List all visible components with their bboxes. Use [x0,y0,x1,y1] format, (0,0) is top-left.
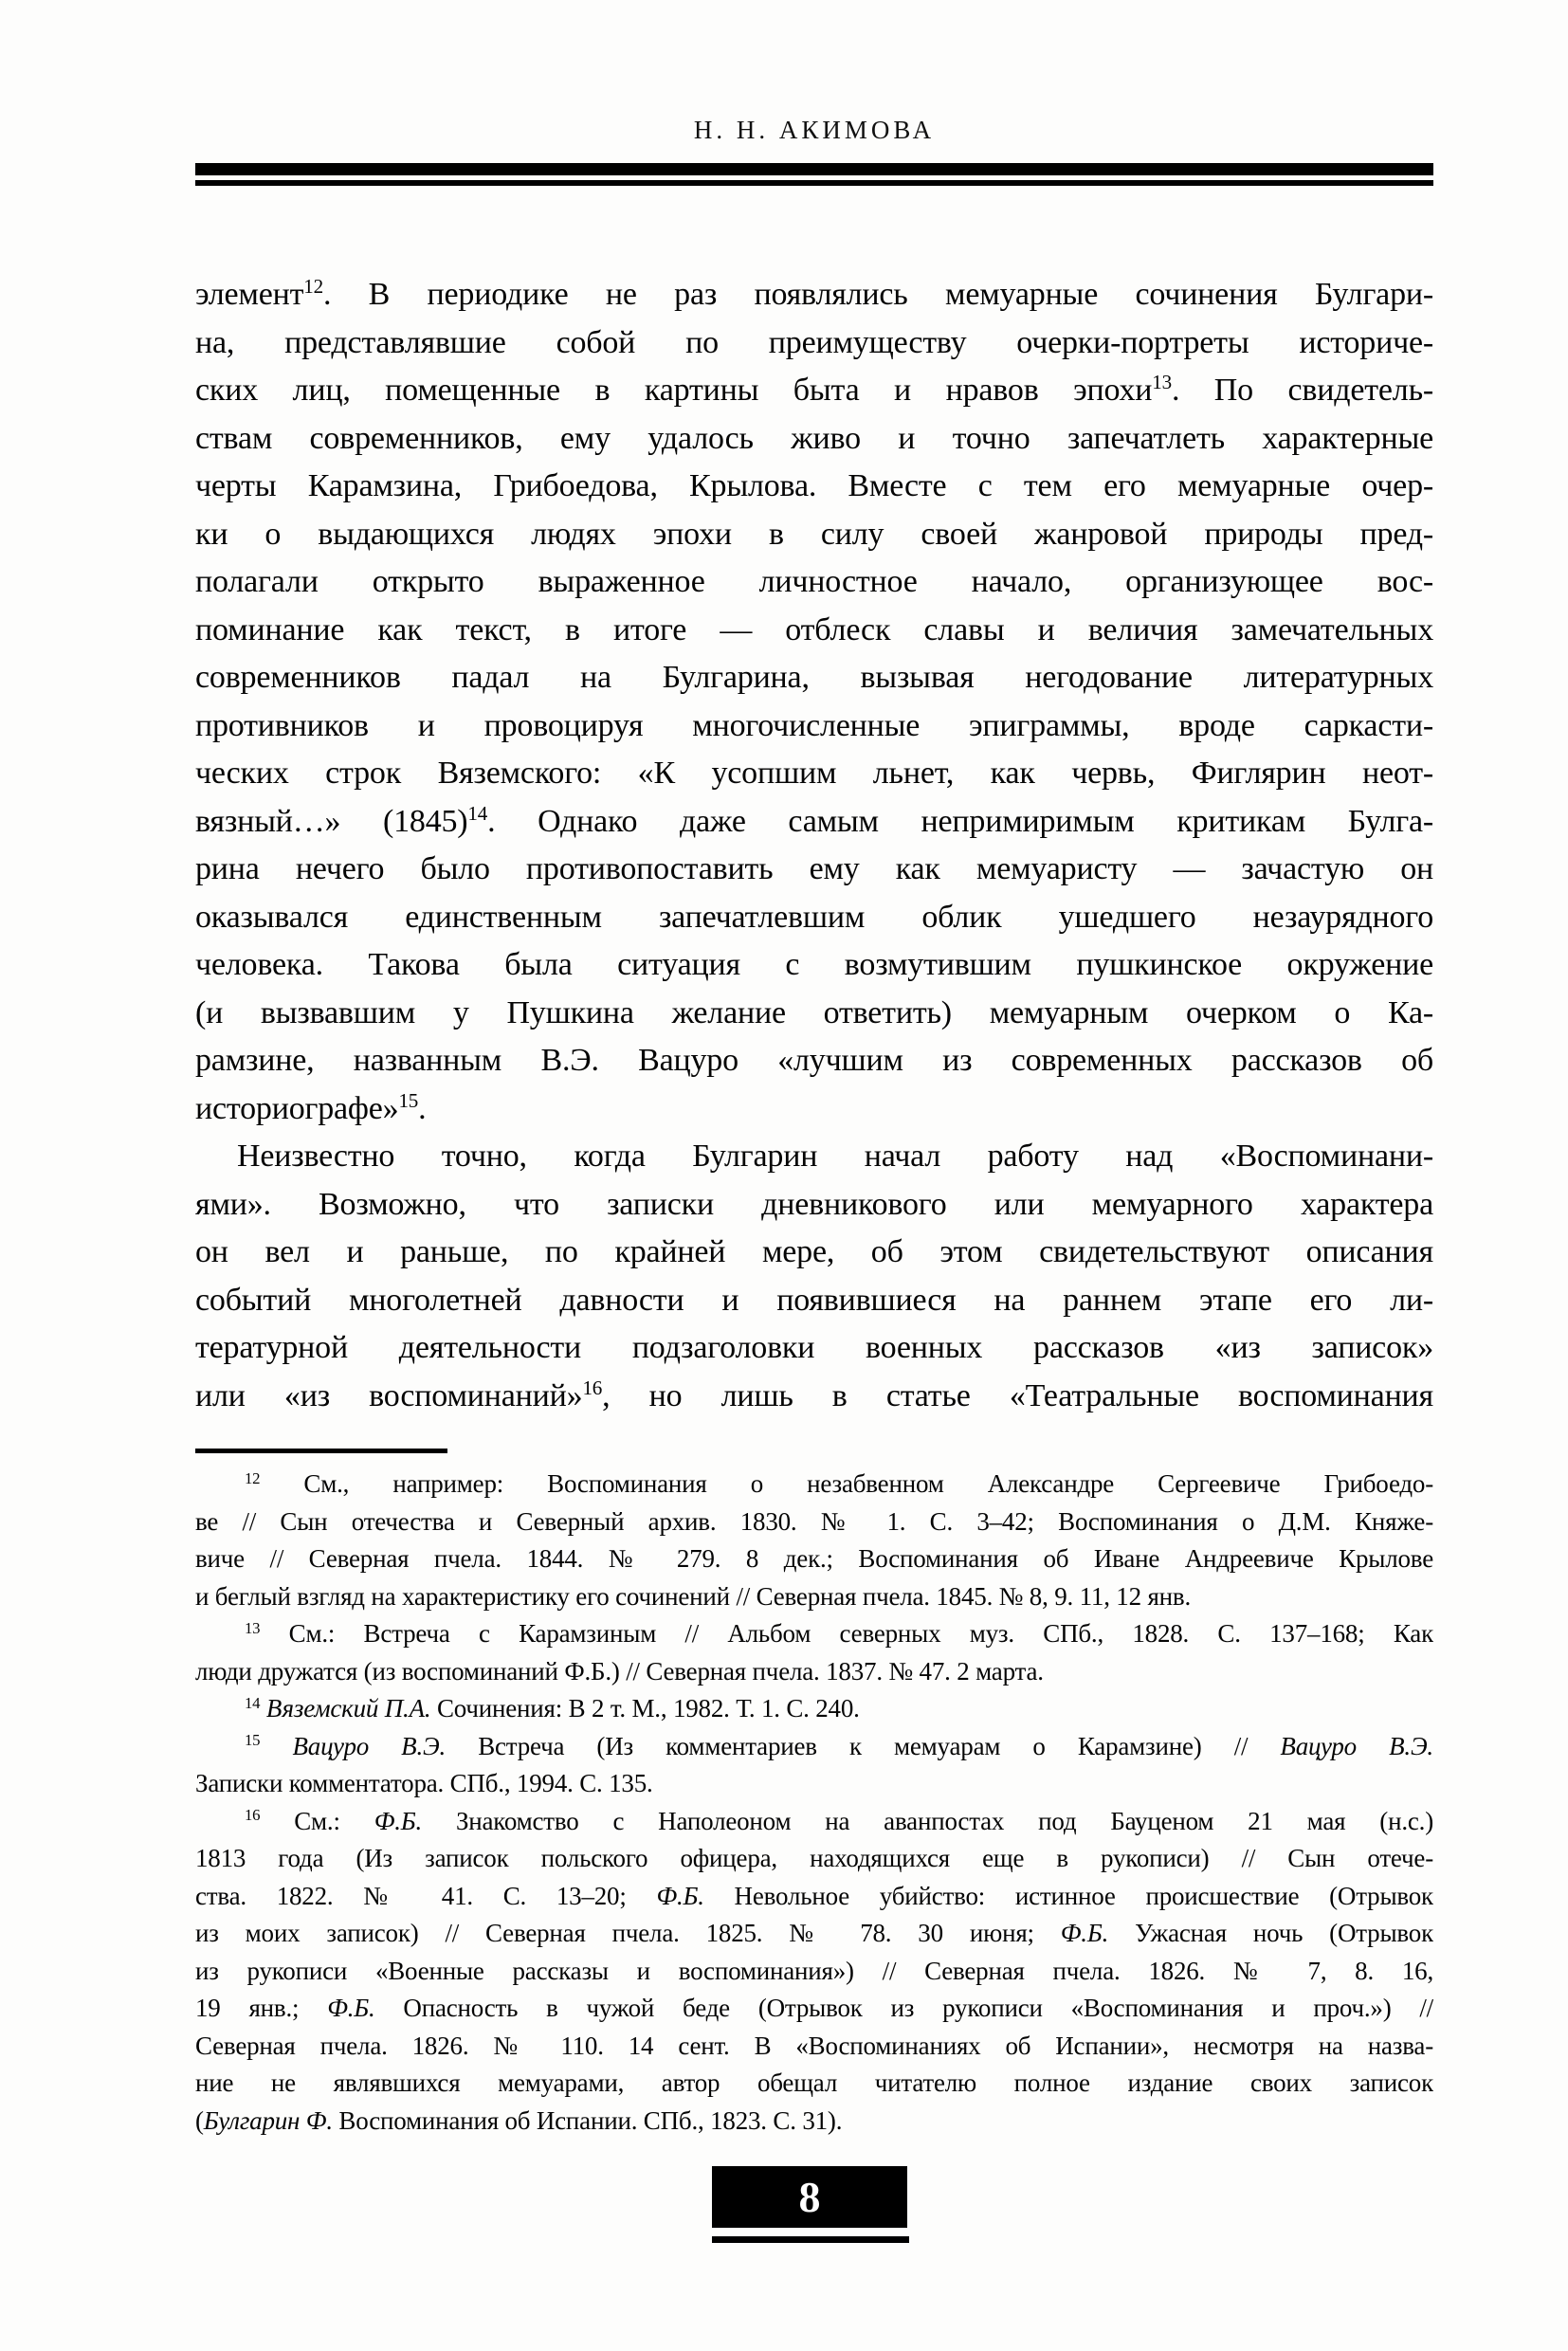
footnote-line: $^{14}$ Вяземский П.А. Сочинения: В 2 т. М., 1982. Т. 1. С. 240. [245,1693,860,1722]
footnote-ref-number: 16 [582,1376,603,1399]
footnote-ref-number: 16 [245,1806,261,1825]
footnote-ref-number: 15 [245,1731,261,1750]
body-line: он вел и раньше, по крайней мере, об этом свидетельствуют описания [195,1234,1433,1269]
footnotes [195,1466,1433,2140]
body-line: элемент$^{12}$. В периодике не раз появлялись мемуарные сочинения Булгари- [195,275,1433,312]
footnote-line: из моих записок) // Северная пчела. 1825. № 78. 30 июня; Ф.Б. Ужасная ночь (Отрывок [195,1919,1433,1947]
footnote-line: из рукописи «Военные рассказы и воспоминания») // Северная пчела. 1826. № 7, 8. 16, [195,1956,1433,1985]
body-line: или «из воспоминаний»$^{16}$, но лишь в статье «Театральные воспоминания [195,1376,1433,1413]
footer-rule [712,2236,909,2243]
footnote-line: и беглый взгляд на характеристику его сочинений // Северная пчела. 1845. № 8, 9. 11, 12 янв. [195,1581,1192,1611]
footnote-ref-number: 13 [245,1618,261,1637]
footnote-ref-number: 13 [1152,371,1172,394]
footnote-line: $^{12}$ См., например: Воспоминания о незабвенном Александре Сергеевиче Грибоедо- [245,1468,1433,1498]
footnote-ref-number: 14 [245,1693,261,1712]
footnote-line: 19 янв.; Ф.Б. Опасность в чужой беде (Отрывок из рукописи «Воспоминания и проч.») // [195,1994,1433,2022]
body-line: рамзине, названным В.Э. Вацуро «лучшим из современных рассказов об [195,1043,1433,1078]
footnote-line: виче // Северная пчела. 1844. № 279. 8 дек.; Воспоминания об Иване Андреевиче Крылове [195,1544,1433,1573]
body-line: черты Карамзина, Грибоедова, Крылова. Вместе с тем его мемуарные очер- [195,468,1433,503]
page-number: 8 [798,2173,821,2221]
body-line: рина нечего было противопоставить ему как мемуаристу — зачастую он [195,851,1433,886]
footnote-separator-rule [195,1449,447,1453]
footnote-line: ве // Сын отечества и Северный архив. 1830. № 1. С. 3–42; Воспоминания о Д.М. Княже- [195,1506,1433,1536]
footnote-ref-number: 12 [245,1468,261,1487]
footnote-line: люди дружатся (из воспоминаний Ф.Б.) // Северная пчела. 1837. № 47. 2 марта. [195,1656,1044,1686]
header-rule-thin [195,180,1433,186]
body-line: ствам современников, ему удалось живо и точно запечатлеть характерные [195,420,1433,456]
footnote-line: $^{16}$ См.: Ф.Б. Знакомство с Наполеоном на аванпостах под Бауценом 21 мая (н.с.) [245,1806,1433,1835]
footnote-ref-number: 14 [467,801,488,825]
footnote-line: $^{15}$ Вацуро В.Э. Встреча (Из комментариев к мемуарам о Карамзине) // Вацуро В.Э. [245,1731,1433,1760]
body-line: полагали открыто выраженное личностное начало, организующее вос- [195,564,1433,599]
footnote-line: 1813 года (Из записок польского офицера, находящихся еще в рукописи) // Сын отече- [195,1844,1433,1872]
body-line: ческих строк Вяземского: «К усопшим льнет, как червь, Фиглярин неот- [195,756,1433,791]
body-line: тературной деятельности подзаголовки военных рассказов «из записок» [195,1330,1433,1365]
footnote-line: ства. 1822. № 41. С. 13–20; Ф.Б. Невольное убийство: истинное происшествие (Отрывок [195,1881,1433,1910]
body-line: оказывался единственным запечатлевшим облик ушедшего незаурядного [195,899,1433,935]
page-number-box [712,2166,907,2228]
body-line: историографе»$^{15}$. [195,1088,427,1126]
footnote-line: Записки комментатора. СПб., 1994. С. 135. [195,1769,653,1797]
body-line: на, представлявшие собой по преимуществу очерки-портреты историче- [195,324,1433,360]
body-text [195,271,1433,1420]
body-line: ских лиц, помещенные в картины быта и нравов эпохи$^{13}$. По свидетель- [195,371,1433,408]
footnote-ref-number: 15 [398,1088,419,1112]
body-line: современников падал на Булгарина, вызывая негодование литературных [195,660,1433,695]
body-line: ями». Возможно, что записки дневникового или мемуарного характера [195,1186,1433,1222]
footnote-line: (Булгарин Ф. Воспоминания об Испании. СПб., 1823. С. 31). [195,2105,843,2135]
body-line: поминание как текст, в итоге — отблеск славы и величия замечательных [195,611,1433,647]
footnote-line: $^{13}$ См.: Встреча с Карамзиным // Альбом северных муз. СПб., 1828. С. 137–168; Как [245,1618,1433,1648]
footnote-ref-number: 12 [303,275,323,299]
footnote-line: ние не являвшихся мемуарами, автор обещал читателю полное издание своих записок [195,2069,1433,2097]
header-rule-thick [195,163,1433,175]
body-line: событий многолетней давности и появившиеся на раннем этапе его ли- [195,1282,1433,1318]
body-line: (и вызвавшим у Пушкина желание ответить) мемуарным очерком о Ка- [195,994,1433,1030]
body-line: человека. Такова была ситуация с возмутившим пушкинское окружение [195,947,1433,982]
running-header-author: Н. Н. АКИМОВА [693,116,936,144]
body-line: вязный…» $(1845)^{14}$. Однако даже самым непримиримым критикам Булга- [195,801,1433,839]
body-line: противников и провоцируя многочисленные эпиграммы, вроде саркасти- [195,707,1433,743]
footnote-line: Северная пчела. 1826. № 110. 14 сент. В «Воспоминаниях об Испании», несмотря на назва- [195,2031,1433,2060]
body-line: ки о выдающихся людях эпохи в силу своей жанровой природы пред- [195,516,1433,552]
body-line: Неизвестно точно, когда Булгарин начал работу над «Воспоминани- [237,1139,1433,1174]
